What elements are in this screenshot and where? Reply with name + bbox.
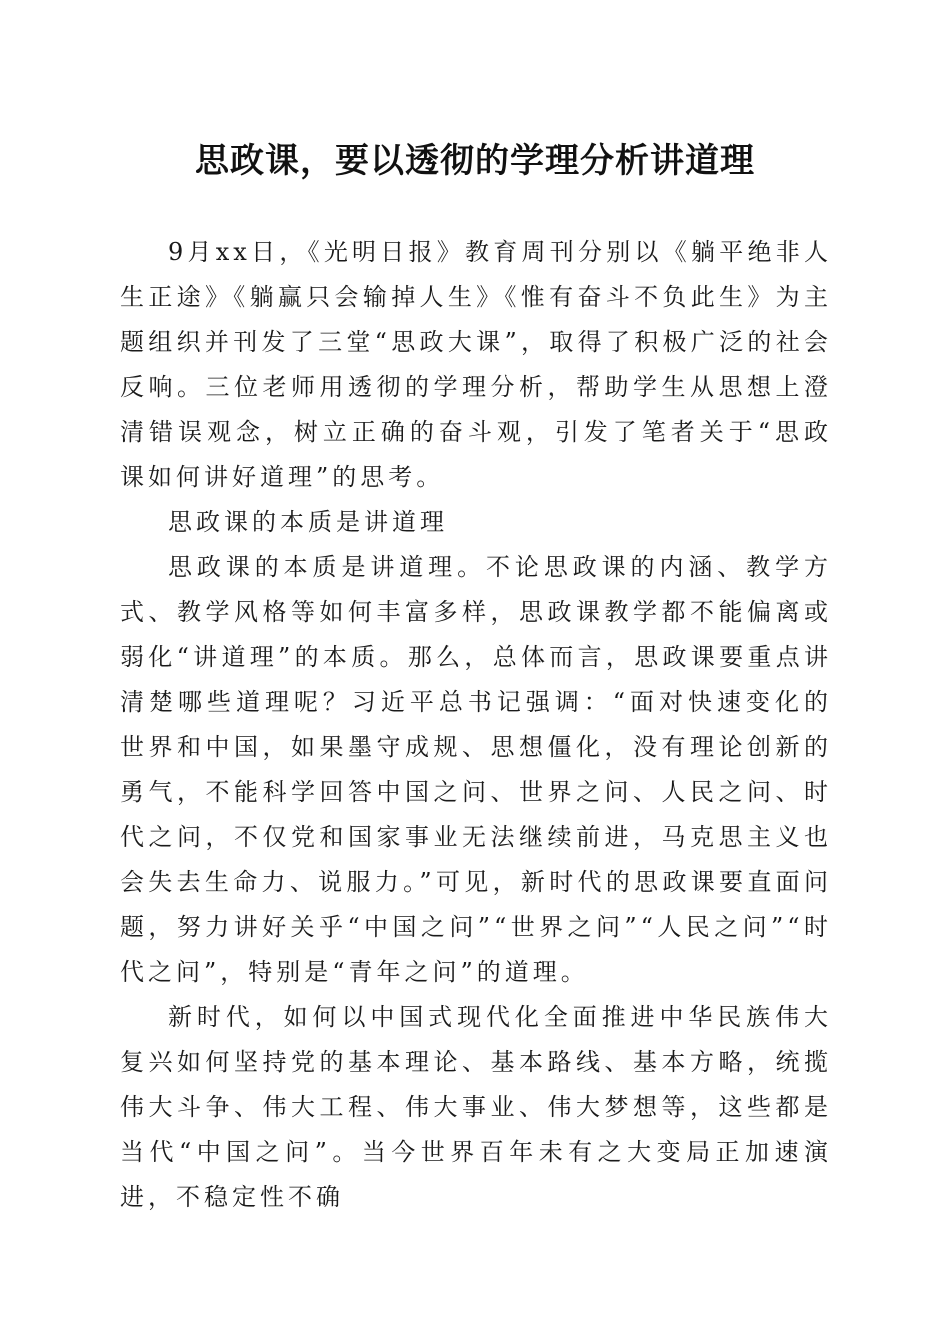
paragraph-new-era: 新时代，如何以中国式现代化全面推进中华民族伟大复兴如何坚持党的基本理论、基本路线、基本方略，统揽伟大斗争、伟大工程、伟大事业、伟大梦想等，这些都是当代“中国之问”。当今世界百年未有之大变局正加速演进，不稳定性不确 <box>120 1003 832 1211</box>
document-body <box>120 230 832 1220</box>
section-heading: 思政课的本质是讲道理 <box>168 508 448 536</box>
paragraph-essence: 思政课的本质是讲道理。不论思政课的内涵、教学方式、教学风格等如何丰富多样，思政课教学都不能偏离或弱化“讲道理”的本质。那么，总体而言，思政课要重点讲清楚哪些道理呢？习近平总书记强调：“面对快速变化的世界和中国，如果墨守成规、思想僵化，没有理论创新的勇气，不能科学回答中国之问、世界之问、人民之问、时代之问，不仅党和国家事业无法继续前进，马克思主义也会失去生命力、说服力。”可见，新时代的思政课要直面问题，努力讲好关乎“中国之问”“世界之问”“人民之问”“时代之问”，特别是“青年之问”的道理。 <box>120 553 832 986</box>
document-title: 思政课，要以透彻的学理分析讲道理 <box>195 141 755 181</box>
paragraph-intro: 9月xx日，《光明日报》教育周刊分别以《躺平绝非人生正途》《躺赢只会输掉人生》《惟有奋斗不负此生》为主题组织并刊发了三堂“思政大课”，取得了积极广泛的社会反响。三位老师用透彻的学理分析，帮助学生从思想上澄清错误观念，树立正确的奋斗观，引发了笔者关于“思政课如何讲好道理”的思考。 <box>120 238 832 491</box>
